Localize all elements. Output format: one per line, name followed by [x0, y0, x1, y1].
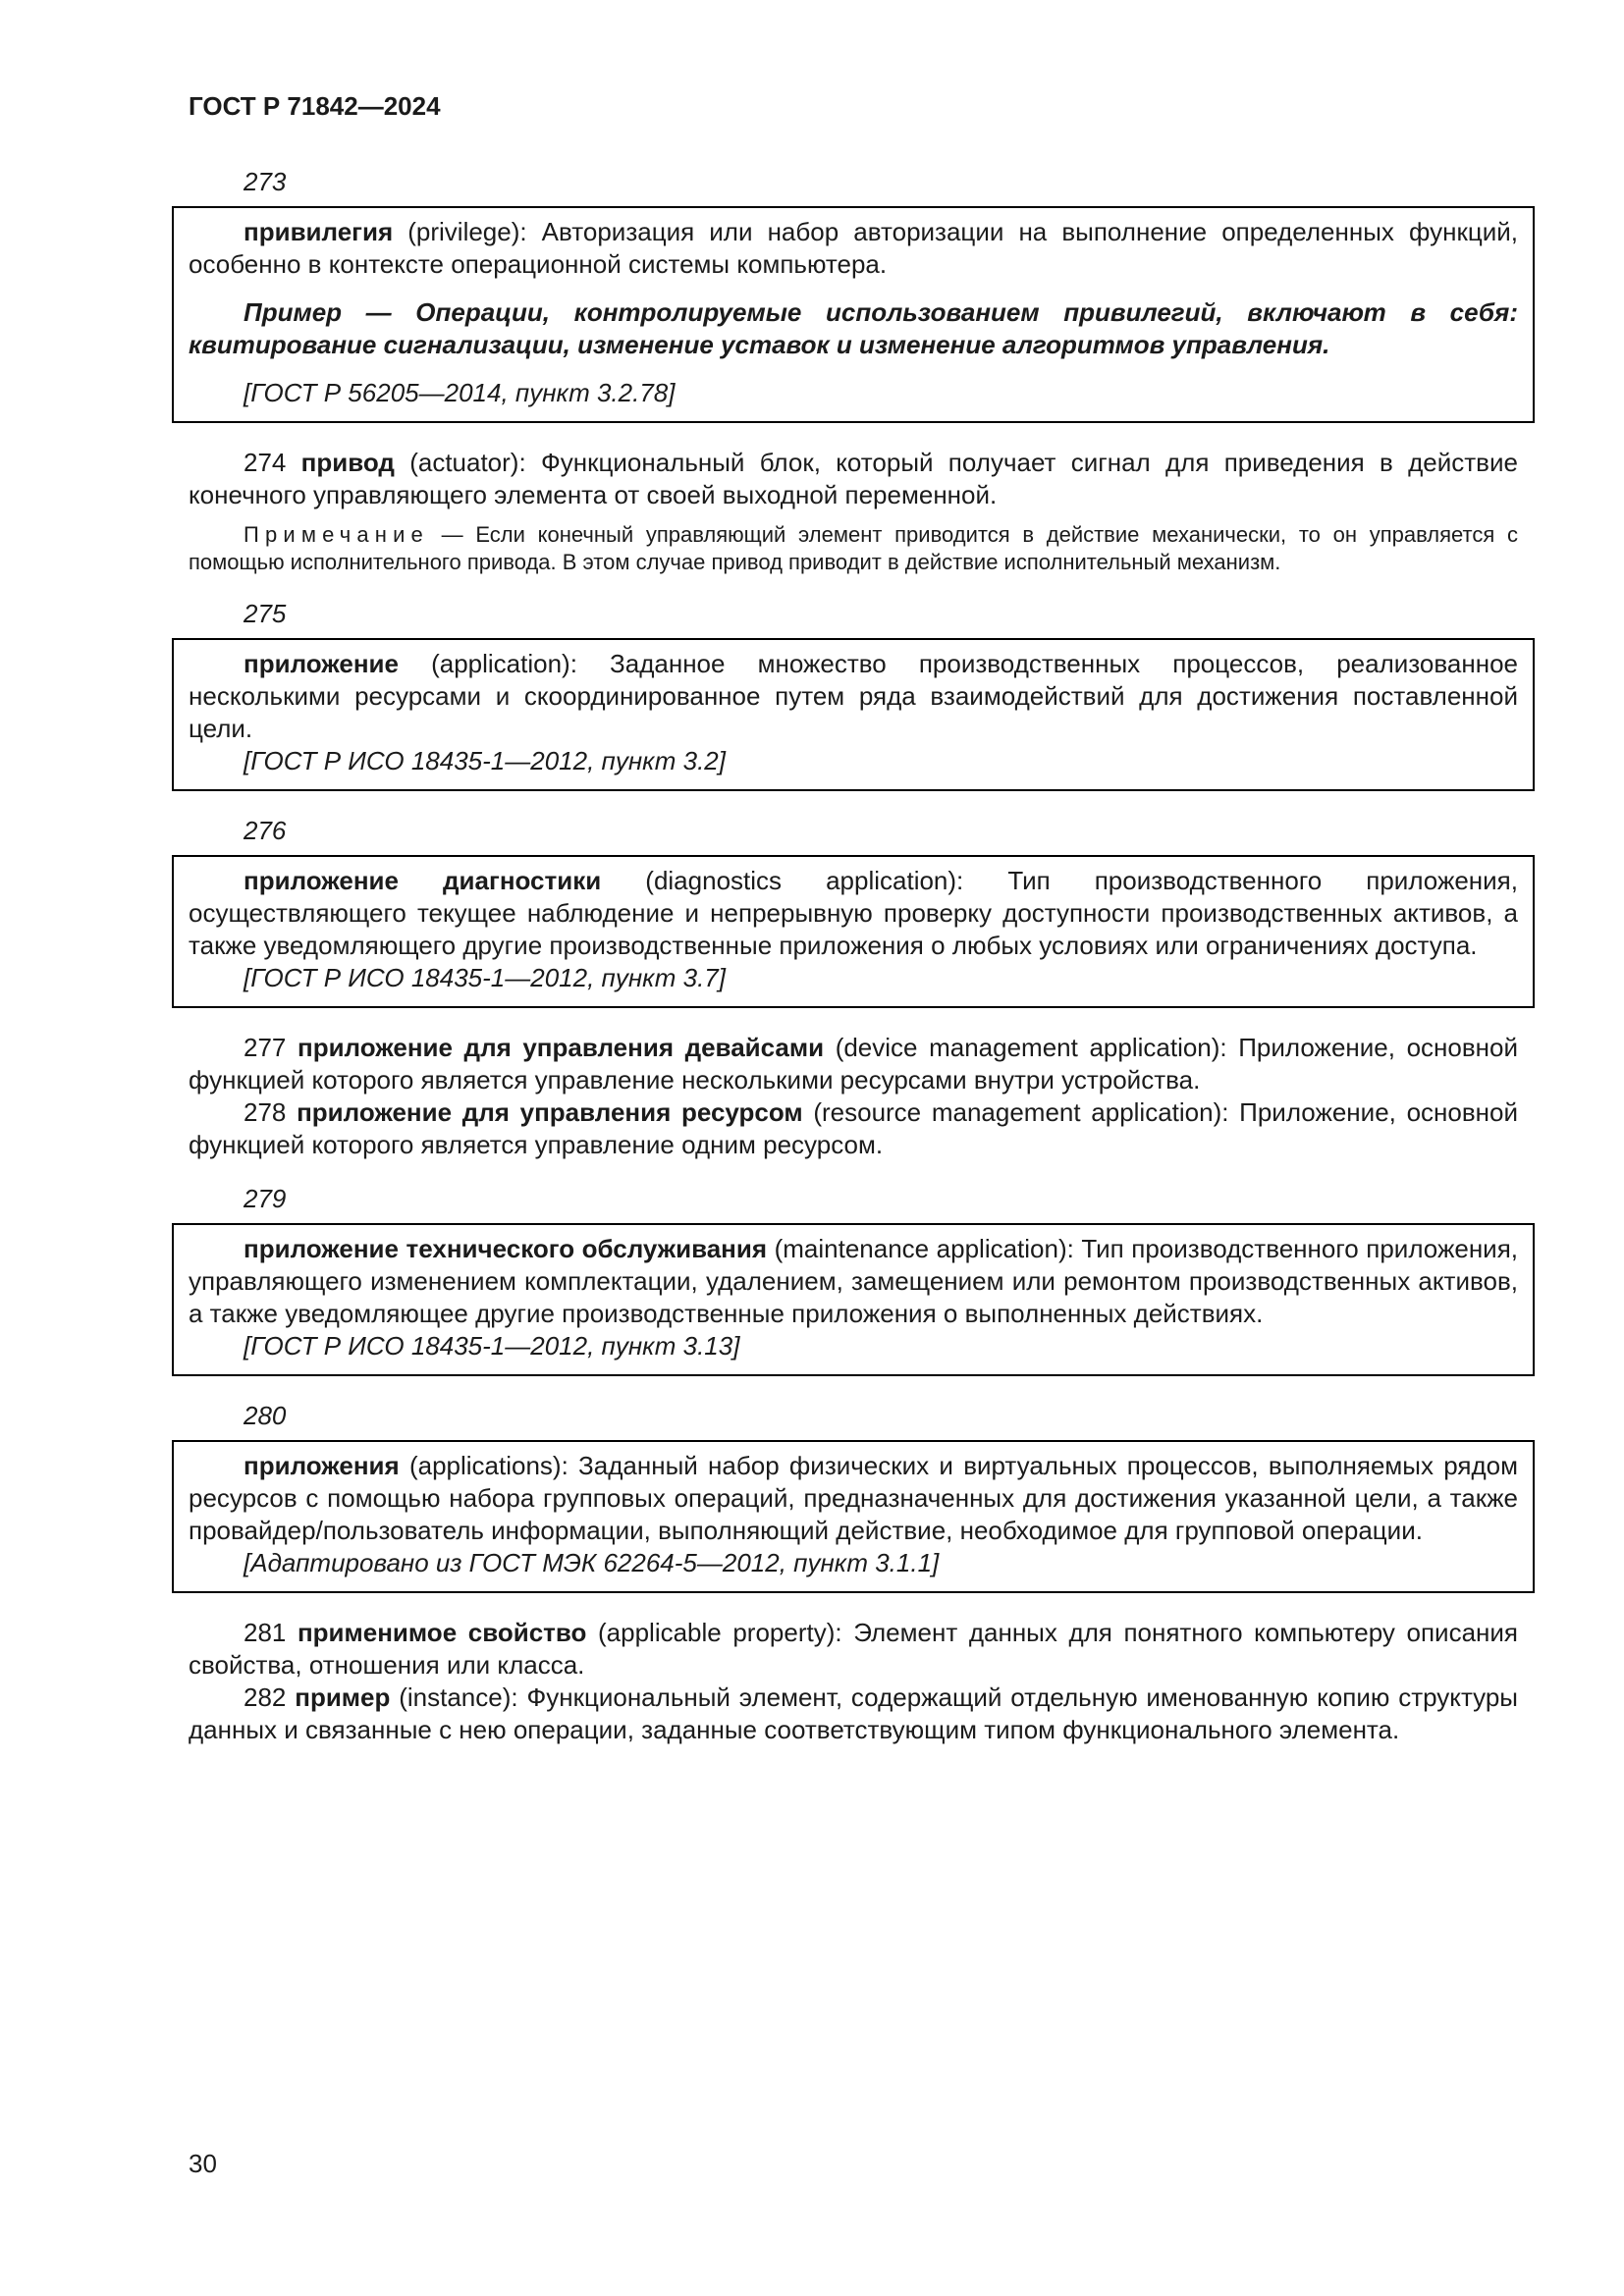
clause-number: 273 — [244, 167, 287, 196]
text-run: приложение для управления ресурсом — [297, 1097, 803, 1127]
text-run: [ГОСТ Р 56205—2014, пункт 3.2.78] — [244, 378, 676, 407]
text-run: (privilege): Авторизация или набор авторизации на выполнение определенных функций, особенно в контексте операционной системы компьютера. — [189, 217, 1518, 279]
source-reference — [189, 377, 1518, 409]
definition-box — [172, 1223, 1535, 1376]
text-run: (maintenance application): Тип производственного приложения, управляющего изменением комплектации, удалением, замещением или ремонтом производственных активов, а также уведомляющее другие производственные приложения о выполненных действиях. — [189, 1234, 1519, 1328]
text-run: приложение — [244, 649, 399, 678]
text-run: Примечание — [244, 522, 429, 547]
clause-number: 276 — [244, 816, 287, 845]
term-paragraph — [189, 1096, 1518, 1161]
definition-box — [172, 1440, 1535, 1593]
clause-number: 275 — [244, 599, 287, 628]
text-run: (resource management application): Приложение, основной функцией которого является управление одним ресурсом. — [189, 1097, 1518, 1159]
text-run: [ГОСТ Р ИСО 18435-1—2012, пункт 3.7] — [244, 963, 726, 992]
text-run: 278 — [244, 1097, 298, 1127]
text-run: (actuator): Функциональный блок, который получает сигнал для приведения в действие конечного управляющего элемента от своей выходной переменной. — [189, 448, 1518, 509]
text-run: приложения — [244, 1451, 400, 1480]
clause-number: 279 — [244, 1184, 287, 1213]
clause-number: 280 — [244, 1401, 287, 1430]
content — [189, 166, 1518, 1746]
text-run: (application): Заданное множество производственных процессов, реализованное несколькими ресурсами и скоординированное путем ряда взаимодействий для достижения поставленной цели. — [189, 649, 1518, 743]
text-run: применимое свойство — [297, 1618, 587, 1647]
source-reference — [189, 745, 1518, 777]
text-run: Пример — Операции, контролируемые использованием привилегий, включают в себя: квитирование сигнализации, изменение уставок и изменение алгоритмов управления. — [189, 297, 1518, 359]
text-run: 281 — [244, 1618, 298, 1647]
text-run: привод — [300, 448, 395, 477]
definition-text — [189, 865, 1518, 962]
source-reference — [189, 962, 1518, 994]
text-run: (diagnostics application): Тип производственного приложения, осуществляющего текущее наблюдение и непрерывную проверку доступности производственных активов, а также уведомляющего другие производственные приложения о любых условиях или ограничениях доступа. — [189, 866, 1518, 960]
definition-text — [189, 1450, 1518, 1547]
term-paragraph — [189, 1032, 1518, 1096]
text-run: [Адаптировано из ГОСТ МЭК 62264-5—2012, пункт 3.1.1] — [244, 1548, 940, 1577]
text-run: (instance): Функциональный элемент, содержащий отдельную именованную копию структуры данных и связанные с нею операции, заданные соответствующим типом функционального элемента. — [189, 1682, 1518, 1744]
definition-box — [172, 638, 1535, 791]
definition-box — [172, 855, 1535, 1008]
text-run: 282 — [244, 1682, 296, 1712]
term-paragraph — [189, 1682, 1518, 1746]
text-run: 274 — [244, 448, 301, 477]
text-run: приложение диагностики — [244, 866, 602, 895]
definition-text — [189, 648, 1518, 745]
example-text — [189, 296, 1518, 361]
note-text — [189, 521, 1518, 576]
source-reference — [189, 1330, 1518, 1362]
term-paragraph — [189, 1617, 1518, 1682]
definition-text — [189, 1233, 1518, 1330]
definition-text — [189, 216, 1518, 281]
page-number: 30 — [189, 2149, 217, 2178]
term-paragraph — [189, 447, 1518, 511]
text-run: [ГОСТ Р ИСО 18435-1—2012, пункт 3.2] — [244, 746, 726, 775]
source-reference — [189, 1547, 1518, 1579]
text-run: (applications): Заданный набор физических и виртуальных процессов, выполняемых рядом ресурсов с помощью набора групповых операций, предназначенных для достижения указанной цели, а также провайдер/пользователь информации, выполняющий действие, необходимое для групповой операции. — [189, 1451, 1518, 1545]
text-run: [ГОСТ Р ИСО 18435-1—2012, пункт 3.13] — [244, 1331, 740, 1361]
text-run: пример — [295, 1682, 391, 1712]
text-run: (device management application): Приложение, основной функцией которого является управление несколькими ресурсами внутри устройства. — [189, 1033, 1518, 1095]
text-run: привилегия — [244, 217, 394, 246]
document-header: ГОСТ Р 71842—2024 — [189, 91, 441, 121]
text-run: приложение технического обслуживания — [244, 1234, 768, 1263]
text-run: 277 — [244, 1033, 298, 1062]
definition-box — [172, 206, 1535, 423]
text-run: приложение для управления девайсами — [297, 1033, 825, 1062]
text-run: (applicable property): Элемент данных для понятного компьютеру описания свойства, отношения или класса. — [189, 1618, 1518, 1680]
text-run: — Если конечный управляющий элемент приводится в действие механически, то он управляется с помощью исполнительного привода. В этом случае привод приводит в действие исполнительный механизм. — [189, 522, 1518, 574]
